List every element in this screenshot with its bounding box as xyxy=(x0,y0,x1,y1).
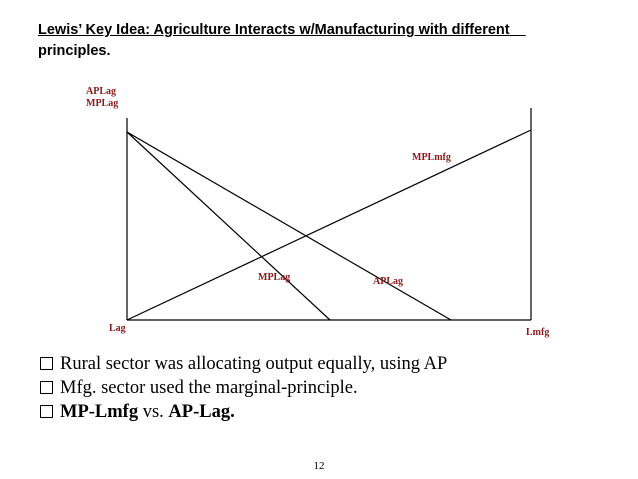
bullet-text: Rural sector was allocating output equally, using AP xyxy=(60,354,448,374)
axis-label-lmfg: Lmfg xyxy=(526,327,550,338)
bullet-bold-mp-lmfg: MP-Lmfg xyxy=(60,402,139,422)
bullet-vs: vs. xyxy=(138,402,169,422)
bullet-bold-ap-lag: AP-Lag. xyxy=(168,402,235,422)
checkbox-bullet-icon xyxy=(40,405,53,418)
checkbox-bullet-icon xyxy=(40,381,53,394)
curve-label-mplmfg: MPLmfg xyxy=(412,152,451,163)
axis-label-lag: Lag xyxy=(109,323,126,334)
title-line-2: principles. xyxy=(38,43,111,59)
bullet-list xyxy=(40,352,447,424)
mplag-curve xyxy=(127,132,330,320)
curve-label-mplag: MPLag xyxy=(258,272,291,283)
mplmfg-curve xyxy=(127,130,531,320)
y-axis-label-aplag: APLag xyxy=(86,86,116,97)
bullet-item xyxy=(40,400,447,424)
title-line-1: Lewis’ Key Idea: Agriculture Interacts w/Manufacturing with different xyxy=(38,22,510,38)
checkbox-bullet-icon xyxy=(40,357,53,370)
bullet-item xyxy=(40,376,447,400)
curve-label-aplag: APLag xyxy=(373,276,403,287)
y-axis-label xyxy=(86,86,118,110)
bullet-text: Mfg. sector used the marginal-principle. xyxy=(60,378,358,398)
page-number: 12 xyxy=(313,460,325,472)
bullet-item xyxy=(40,352,447,376)
aplag-curve xyxy=(127,132,451,320)
y-axis-label-mplag: MPLag xyxy=(86,98,119,109)
